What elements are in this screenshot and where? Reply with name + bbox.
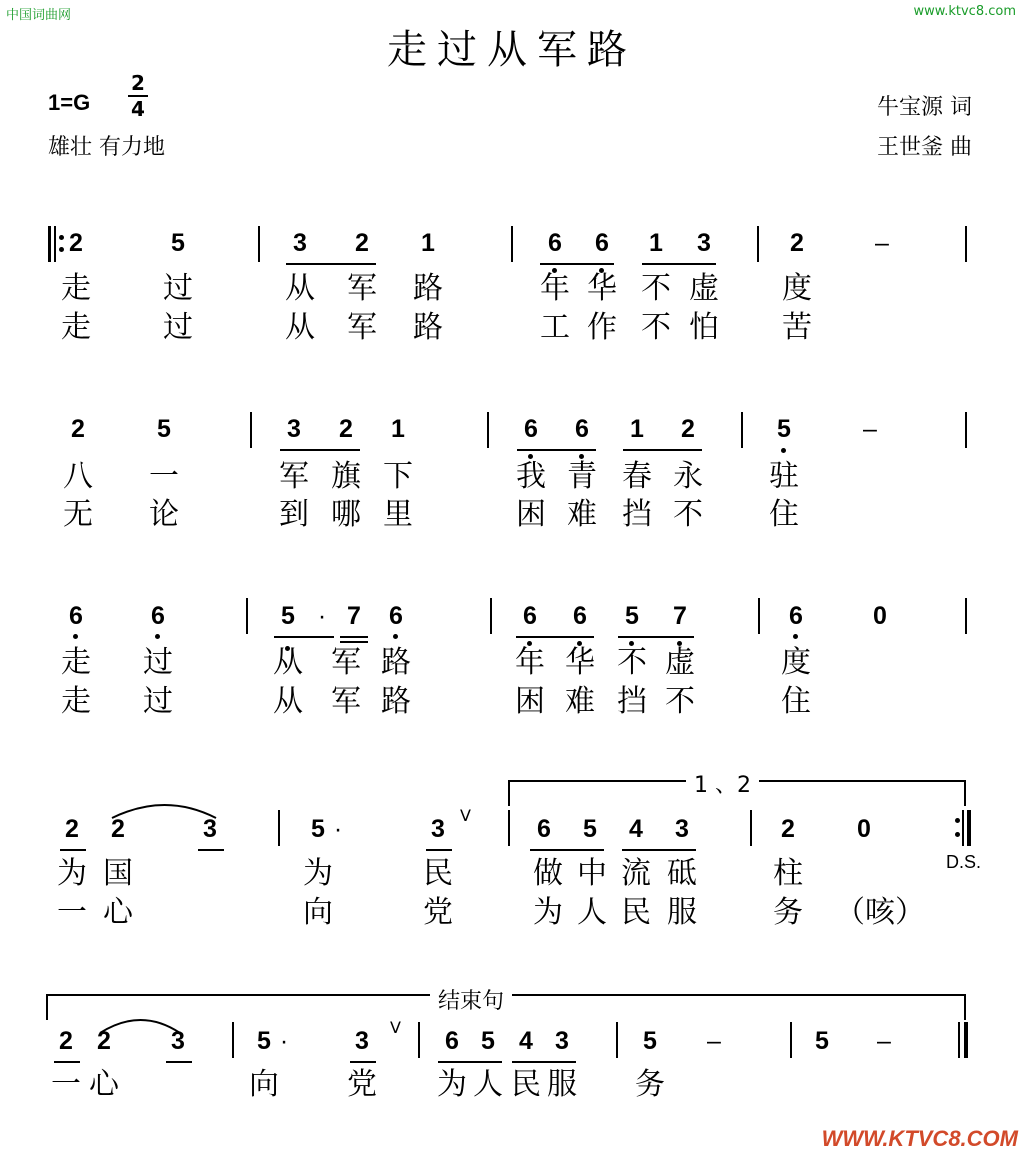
note: 3 bbox=[287, 415, 301, 443]
note: 1 bbox=[649, 229, 663, 257]
time-signature-top: 2 bbox=[131, 71, 145, 95]
lyric: 不 bbox=[665, 684, 695, 719]
lyric: 柱 bbox=[773, 856, 803, 891]
barline bbox=[616, 1022, 618, 1058]
lyric: 无 bbox=[63, 497, 93, 532]
note: 3 bbox=[697, 229, 711, 257]
lyric: 住 bbox=[769, 497, 799, 532]
note: 7 bbox=[673, 602, 687, 630]
barline bbox=[278, 810, 280, 846]
lyric: 一 bbox=[149, 459, 179, 494]
note: 3 bbox=[171, 1027, 185, 1055]
note: 2 bbox=[111, 815, 125, 843]
lyric: 国 bbox=[103, 856, 133, 891]
lyric: 不 bbox=[617, 645, 647, 680]
note: 2 bbox=[71, 415, 85, 443]
barline bbox=[232, 1022, 234, 1058]
lyric: 度 bbox=[781, 645, 811, 680]
barline bbox=[508, 810, 510, 846]
note: 6 bbox=[151, 602, 165, 630]
note: 6 bbox=[573, 602, 587, 630]
lyric: 度 bbox=[782, 271, 812, 306]
note: 2 bbox=[681, 415, 695, 443]
lyric: 年 bbox=[540, 271, 570, 306]
lyric: 务 bbox=[773, 895, 803, 930]
lyric: 作 bbox=[587, 310, 617, 345]
lyric: 军 bbox=[347, 310, 377, 345]
lyric: 人 bbox=[473, 1067, 503, 1102]
lyric: 为 bbox=[437, 1067, 467, 1102]
note: 6 bbox=[445, 1027, 459, 1055]
note: 6 bbox=[548, 229, 562, 257]
lyric: 军 bbox=[331, 684, 361, 719]
repeat-barline bbox=[962, 810, 964, 846]
barline bbox=[490, 598, 492, 634]
note: 5 bbox=[257, 1027, 271, 1055]
lyric: 人 bbox=[577, 895, 607, 930]
lyric: 军 bbox=[279, 459, 309, 494]
lyric: 过 bbox=[163, 310, 193, 345]
barline bbox=[741, 412, 743, 448]
dash: – bbox=[877, 1027, 891, 1055]
final-barline bbox=[958, 1022, 960, 1058]
note: 3 bbox=[431, 815, 445, 843]
note: 2 bbox=[781, 815, 795, 843]
lyric: 华 bbox=[587, 271, 617, 306]
lyric: 民 bbox=[423, 856, 453, 891]
lyric: 论 bbox=[149, 497, 179, 532]
lyric: 走 bbox=[61, 684, 91, 719]
lyric: 哪 bbox=[331, 497, 361, 532]
note: 6 bbox=[789, 602, 803, 630]
lyric: 向 bbox=[249, 1067, 279, 1102]
lyric: 服 bbox=[667, 895, 697, 930]
lyric: 难 bbox=[567, 497, 597, 532]
note: 2 bbox=[69, 229, 83, 257]
lyric: 虚 bbox=[665, 645, 695, 680]
barline bbox=[965, 412, 967, 448]
lyric: 服 bbox=[547, 1067, 577, 1102]
lyric: 难 bbox=[565, 684, 595, 719]
lyric: 旗 bbox=[331, 459, 361, 494]
barline bbox=[246, 598, 248, 634]
lyric: 走 bbox=[61, 310, 91, 345]
lyric: 为 bbox=[533, 895, 563, 930]
barline bbox=[258, 226, 260, 262]
lyric: 永 bbox=[673, 459, 703, 494]
lyric: 从 bbox=[273, 645, 303, 680]
note: 7 bbox=[347, 602, 361, 630]
lyric: （咳） bbox=[835, 895, 925, 930]
lyric: 苦 bbox=[782, 310, 812, 345]
note: 2 bbox=[59, 1027, 73, 1055]
note: 3 bbox=[675, 815, 689, 843]
lyric: 民 bbox=[511, 1067, 541, 1102]
lyric: 中 bbox=[577, 856, 607, 891]
barline bbox=[511, 226, 513, 262]
lyric: 住 bbox=[781, 684, 811, 719]
lyric: 不 bbox=[641, 271, 671, 306]
barline bbox=[965, 226, 967, 262]
ending-label: 结束句 bbox=[430, 984, 512, 1015]
lyric: 路 bbox=[381, 645, 411, 680]
site-name-left: 中国词曲网 bbox=[6, 8, 72, 23]
note: 3 bbox=[355, 1027, 369, 1055]
lyric: 挡 bbox=[622, 497, 652, 532]
lyric: 虚 bbox=[689, 271, 719, 306]
note: 6 bbox=[524, 415, 538, 443]
note: 6 bbox=[69, 602, 83, 630]
lyric: 流 bbox=[621, 856, 651, 891]
song-title: 走过从军路 bbox=[387, 27, 637, 73]
lyric: 向 bbox=[303, 895, 333, 930]
lyric: 路 bbox=[413, 271, 443, 306]
lyric: 为 bbox=[57, 856, 87, 891]
lyric: 从 bbox=[273, 684, 303, 719]
site-watermark: WWW.KTVC8.COM bbox=[821, 1126, 1018, 1151]
lyric: 军 bbox=[347, 271, 377, 306]
lyric: 工 bbox=[540, 310, 570, 345]
lyric: 民 bbox=[621, 895, 651, 930]
lyric: 务 bbox=[635, 1067, 665, 1102]
lyric: 过 bbox=[163, 271, 193, 306]
lyric: 军 bbox=[331, 645, 361, 680]
lyric: 华 bbox=[565, 645, 595, 680]
lyric: 走 bbox=[61, 271, 91, 306]
dash: – bbox=[863, 415, 877, 443]
note: 6 bbox=[523, 602, 537, 630]
note: 5 bbox=[281, 602, 295, 630]
lyric: 为 bbox=[303, 856, 333, 891]
lyric: 驻 bbox=[769, 459, 799, 494]
barline bbox=[250, 412, 252, 448]
breath-mark: V bbox=[460, 806, 471, 825]
lyric: 砥 bbox=[667, 856, 697, 891]
note: 5 bbox=[157, 415, 171, 443]
barline bbox=[757, 226, 759, 262]
barline bbox=[750, 810, 752, 846]
lyric: 不 bbox=[673, 497, 703, 532]
lyric: 困 bbox=[515, 684, 545, 719]
lyric: 年 bbox=[515, 645, 545, 680]
note: 5 bbox=[311, 815, 325, 843]
lyric: 过 bbox=[143, 645, 173, 680]
lyric: 一 bbox=[51, 1067, 81, 1102]
note: 0 bbox=[873, 602, 887, 630]
lyric: 做 bbox=[533, 856, 563, 891]
note: 2 bbox=[339, 415, 353, 443]
note: 4 bbox=[629, 815, 643, 843]
note: 5 bbox=[625, 602, 639, 630]
note: 0 bbox=[857, 815, 871, 843]
lyric: 八 bbox=[63, 459, 93, 494]
site-url-right: www.ktvc8.com bbox=[913, 4, 1016, 19]
lyric: 过 bbox=[143, 684, 173, 719]
lyric: 不 bbox=[641, 310, 671, 345]
note: 5 bbox=[643, 1027, 657, 1055]
note: 5 bbox=[583, 815, 597, 843]
note: 5 bbox=[815, 1027, 829, 1055]
note: 5 bbox=[777, 415, 791, 443]
lyric: 心 bbox=[103, 895, 133, 930]
note: 1 bbox=[630, 415, 644, 443]
barline bbox=[758, 598, 760, 634]
lyric: 从 bbox=[285, 310, 315, 345]
lyric: 从 bbox=[285, 271, 315, 306]
note: 3 bbox=[555, 1027, 569, 1055]
lyric: 怕 bbox=[689, 310, 719, 345]
augmentation-dot: · bbox=[317, 602, 327, 630]
time-signature-bottom: 4 bbox=[131, 97, 145, 121]
composer-credit: 王世釜 曲 bbox=[877, 135, 972, 160]
lyric: 党 bbox=[423, 895, 453, 930]
note: 5 bbox=[171, 229, 185, 257]
lyric: 我 bbox=[516, 459, 546, 494]
note: 1 bbox=[421, 229, 435, 257]
ds-marking: D.S. bbox=[946, 852, 982, 872]
lyric: 里 bbox=[383, 497, 413, 532]
note: 4 bbox=[519, 1027, 533, 1055]
lyric: 下 bbox=[383, 459, 413, 494]
note: 3 bbox=[203, 815, 217, 843]
note: 6 bbox=[595, 229, 609, 257]
lyric: 一 bbox=[57, 895, 87, 930]
note: 6 bbox=[537, 815, 551, 843]
lyric: 走 bbox=[61, 645, 91, 680]
lyric: 挡 bbox=[617, 684, 647, 719]
lyric: 党 bbox=[347, 1067, 377, 1102]
note: 6 bbox=[575, 415, 589, 443]
tempo-marking: 雄壮 有力地 bbox=[48, 135, 165, 160]
lyric: 青 bbox=[567, 459, 597, 494]
dash: – bbox=[875, 229, 889, 257]
augmentation-dot: · bbox=[279, 1027, 289, 1055]
lyric: 心 bbox=[89, 1067, 119, 1102]
volta-label: 1 、2 bbox=[686, 768, 759, 799]
key-signature: 1=G bbox=[48, 90, 91, 115]
lyric: 春 bbox=[622, 459, 652, 494]
lyric: 路 bbox=[381, 684, 411, 719]
dash: – bbox=[707, 1027, 721, 1055]
lyricist-credit: 牛宝源 词 bbox=[877, 95, 972, 120]
lyric: 到 bbox=[279, 497, 309, 532]
note: 2 bbox=[97, 1027, 111, 1055]
note: 1 bbox=[391, 415, 405, 443]
barline bbox=[965, 598, 967, 634]
barline bbox=[418, 1022, 420, 1058]
lyric: 困 bbox=[516, 497, 546, 532]
lyric: 路 bbox=[413, 310, 443, 345]
barline bbox=[790, 1022, 792, 1058]
breath-mark: V bbox=[390, 1018, 401, 1037]
note: 2 bbox=[355, 229, 369, 257]
note: 3 bbox=[293, 229, 307, 257]
augmentation-dot: · bbox=[333, 815, 343, 843]
note: 6 bbox=[389, 602, 403, 630]
time-signature bbox=[128, 72, 148, 120]
barline bbox=[487, 412, 489, 448]
note: 2 bbox=[65, 815, 79, 843]
note: 5 bbox=[481, 1027, 495, 1055]
note: 2 bbox=[790, 229, 804, 257]
